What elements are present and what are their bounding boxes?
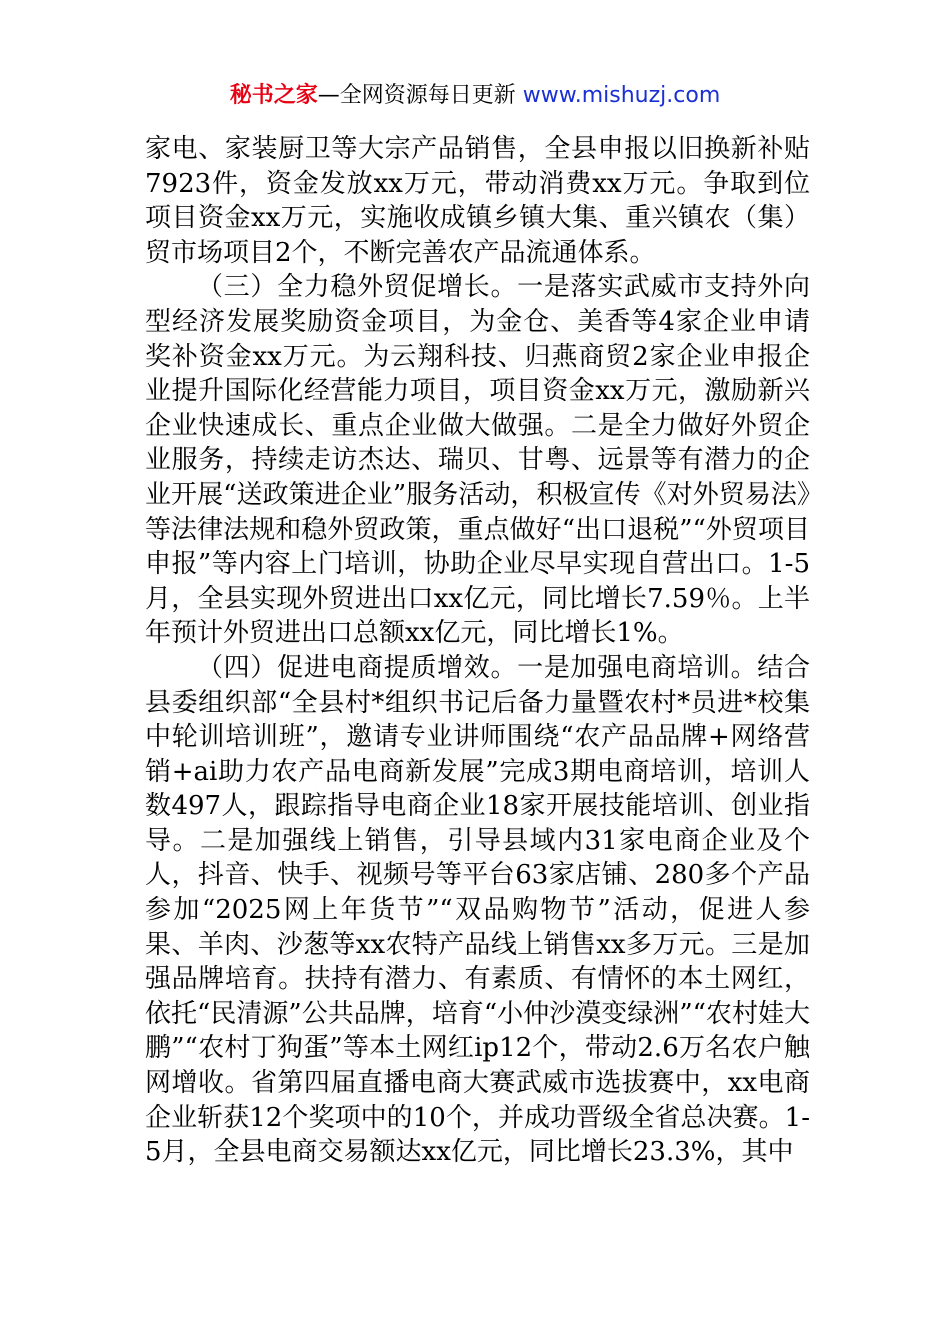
site-brand: 秘书之家	[229, 83, 318, 108]
paragraph-foreign-trade: （三）全力稳外贸促增长。一是落实武威市支持外向型经济发展奖励资金项目，为金仓、美香等4家企业申请奖补资金xx万元。为云翔科技、归燕商贸2家企业申报企业提升国际化经营能力项目，项目资金xx万元，激励新兴企业快速成长、重点企业做大做强。二是全力做好外贸企业服务，持续走访杰达、瑞贝、甘粤、远景等有潜力的企业开展“送政策进企业”服务活动，积极宣传《对外贸易法》等法律法规和稳外贸政策，重点做好“出口退税”“外贸项目申报”等内容上门培训，协助企业尽早实现自营出口。1-5月，全县实现外贸进出口xx亿元，同比增长7.59％。上半年预计外贸进出口总额xx亿元，同比增长1%。	[145, 272, 810, 649]
site-url-link[interactable]: www.mishuzj.com	[522, 83, 721, 108]
paragraph-continuation: 家电、家装厨卫等大宗产品销售，全县申报以旧换新补贴7923件，资金发放xx万元，带动消费xx万元。争取到位项目资金xx万元，实施收成镇乡镇大集、重兴镇农（集）贸市场项目2个，不断完善农产品流通体系。	[145, 134, 810, 268]
site-header	[0, 80, 950, 112]
site-tagline: —全网资源每日更新	[317, 83, 523, 108]
document-body	[145, 132, 810, 1170]
paragraph-ecommerce: （四）促进电商提质增效。一是加强电商培训。结合县委组织部“全县村*组织书记后备力量暨农村*员进*校集中轮训培训班”，邀请专业讲师围绕“农产品品牌+网络营销+ai助力农产品电商新发展”完成3期电商培训，培训人数497人，跟踪指导电商企业18家开展技能培训、创业指导。二是加强线上销售，引导县域内31家电商企业及个人，抖音、快手、视频号等平台63家店铺、280多个产品参加“2025网上年货节”“双品购物节”活动，促进人参果、羊肉、沙葱等xx农特产品线上销售xx多万元。三是加强品牌培育。扶持有潜力、有素质、有情怀的本土网红，依托“民清源”公共品牌，培育“小仲沙漠变绿洲”“农村娃大鹏”“农村丁狗蛋”等本土网红ip12个，带动2.6万名农户触网增收。省第四届直播电商大赛武威市选拔赛中，xx电商企业斩获12个奖项中的10个，并成功晋级全省总决赛。1-5月，全县电商交易额达xx亿元，同比增长23.3%，其中	[145, 652, 810, 1168]
